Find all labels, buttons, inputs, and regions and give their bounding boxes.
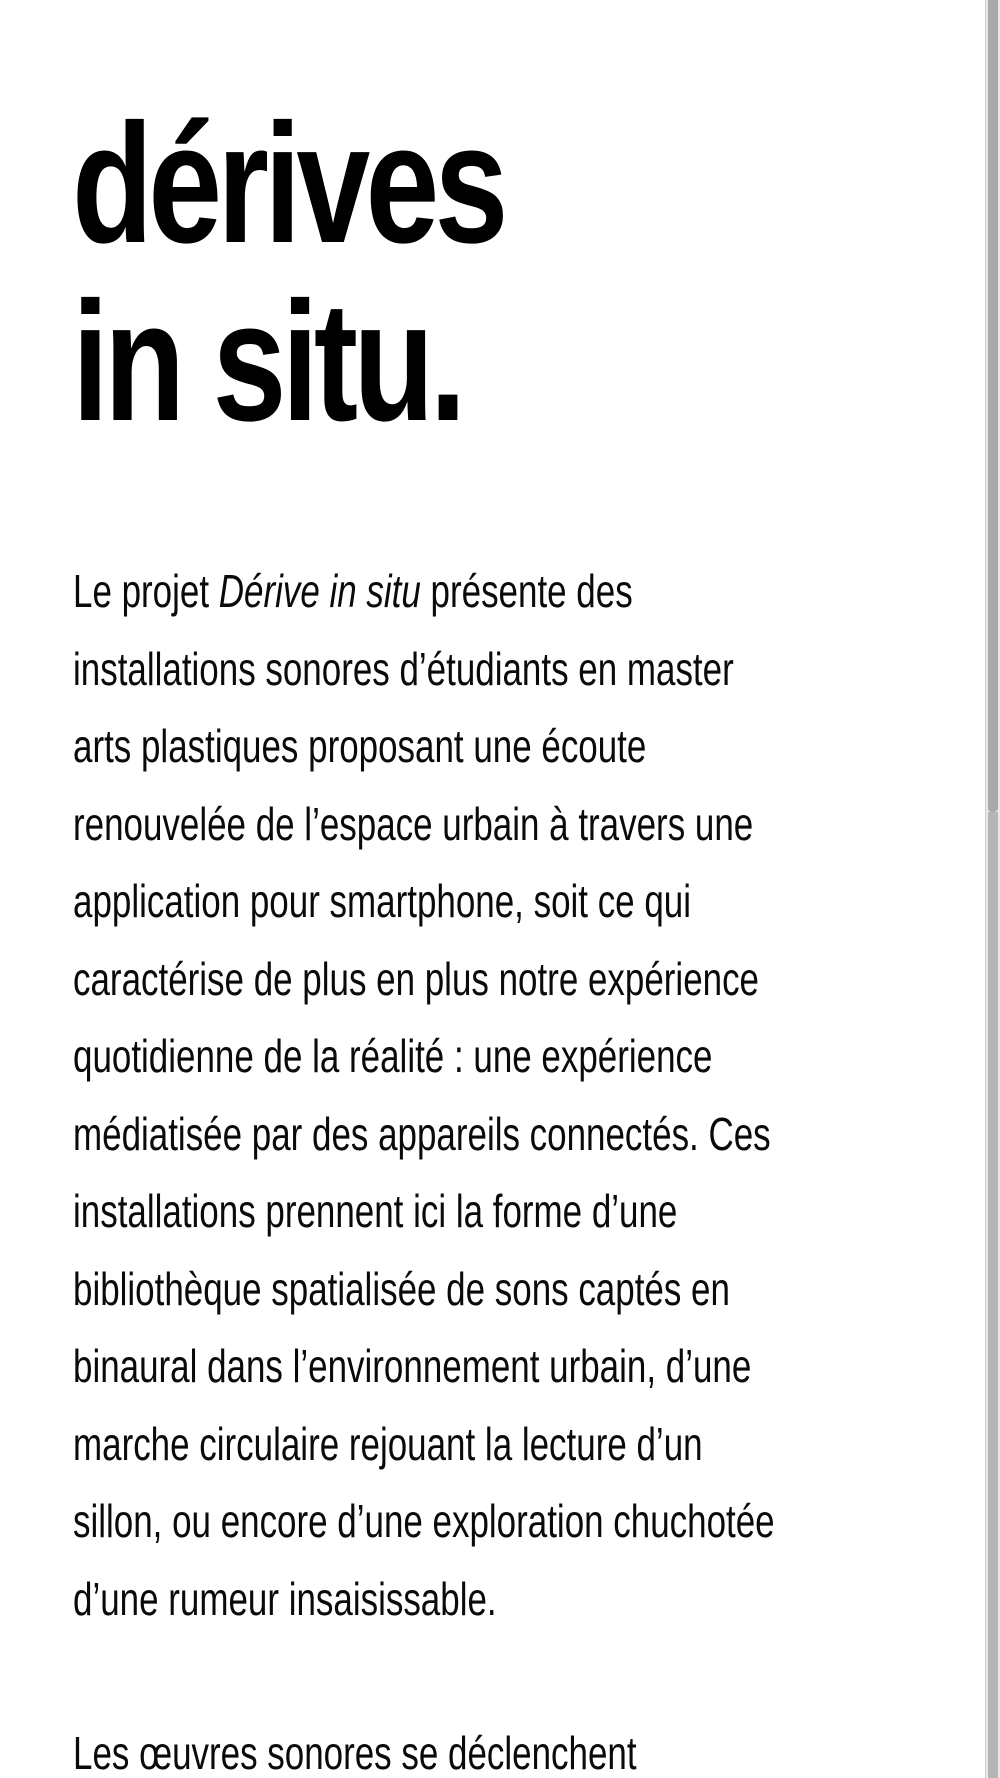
- scrollbar-thumb[interactable]: [988, 0, 998, 812]
- intro-line: sillon, ou encore d’une exploration chuchotée: [73, 1495, 775, 1547]
- intro-line: binaural dans l’environnement urbain, d’une: [73, 1340, 752, 1392]
- vertical-scrollbar[interactable]: [985, 0, 1000, 1778]
- project-title-italic: Dérive in situ: [218, 565, 421, 617]
- scrollbar-track-lower[interactable]: [988, 812, 998, 1778]
- intro-line-rest: présente des: [420, 565, 633, 617]
- second-paragraph: [73, 1715, 894, 1778]
- article-body: [73, 553, 894, 1778]
- hero-title: [72, 89, 504, 457]
- intro-line: quotidienne de la réalité : une expérience: [73, 1030, 713, 1082]
- intro-paragraph: [73, 553, 894, 1638]
- intro-line: bibliothèque spatialisée de sons captés en: [73, 1262, 730, 1315]
- intro-line: médiatisée par des appareils connectés. Ces: [73, 1107, 771, 1160]
- intro-line: d’une rumeur insaisissable.: [73, 1572, 497, 1625]
- intro-line: caractérise de plus en plus notre expérience: [73, 952, 760, 1005]
- intro-line: application pour smartphone, soit ce qui: [73, 875, 691, 927]
- hero-title-line-2: in situ.: [72, 267, 462, 457]
- hero-title-line-1: dérives: [72, 89, 504, 279]
- intro-line: arts plastiques proposant une écoute: [73, 720, 647, 772]
- intro-line: renouvelée de l’espace urbain à travers une: [73, 797, 754, 850]
- intro-line: [73, 553, 894, 631]
- intro-line: installations sonores d’étudiants en master: [73, 642, 734, 695]
- second-paragraph-line: Les œuvres sonores se déclenchent: [73, 1727, 637, 1778]
- intro-lead: Le projet: [73, 565, 219, 617]
- intro-line: installations prennent ici la forme d’une: [73, 1185, 678, 1237]
- intro-line: marche circulaire rejouant la lecture d’un: [73, 1417, 703, 1470]
